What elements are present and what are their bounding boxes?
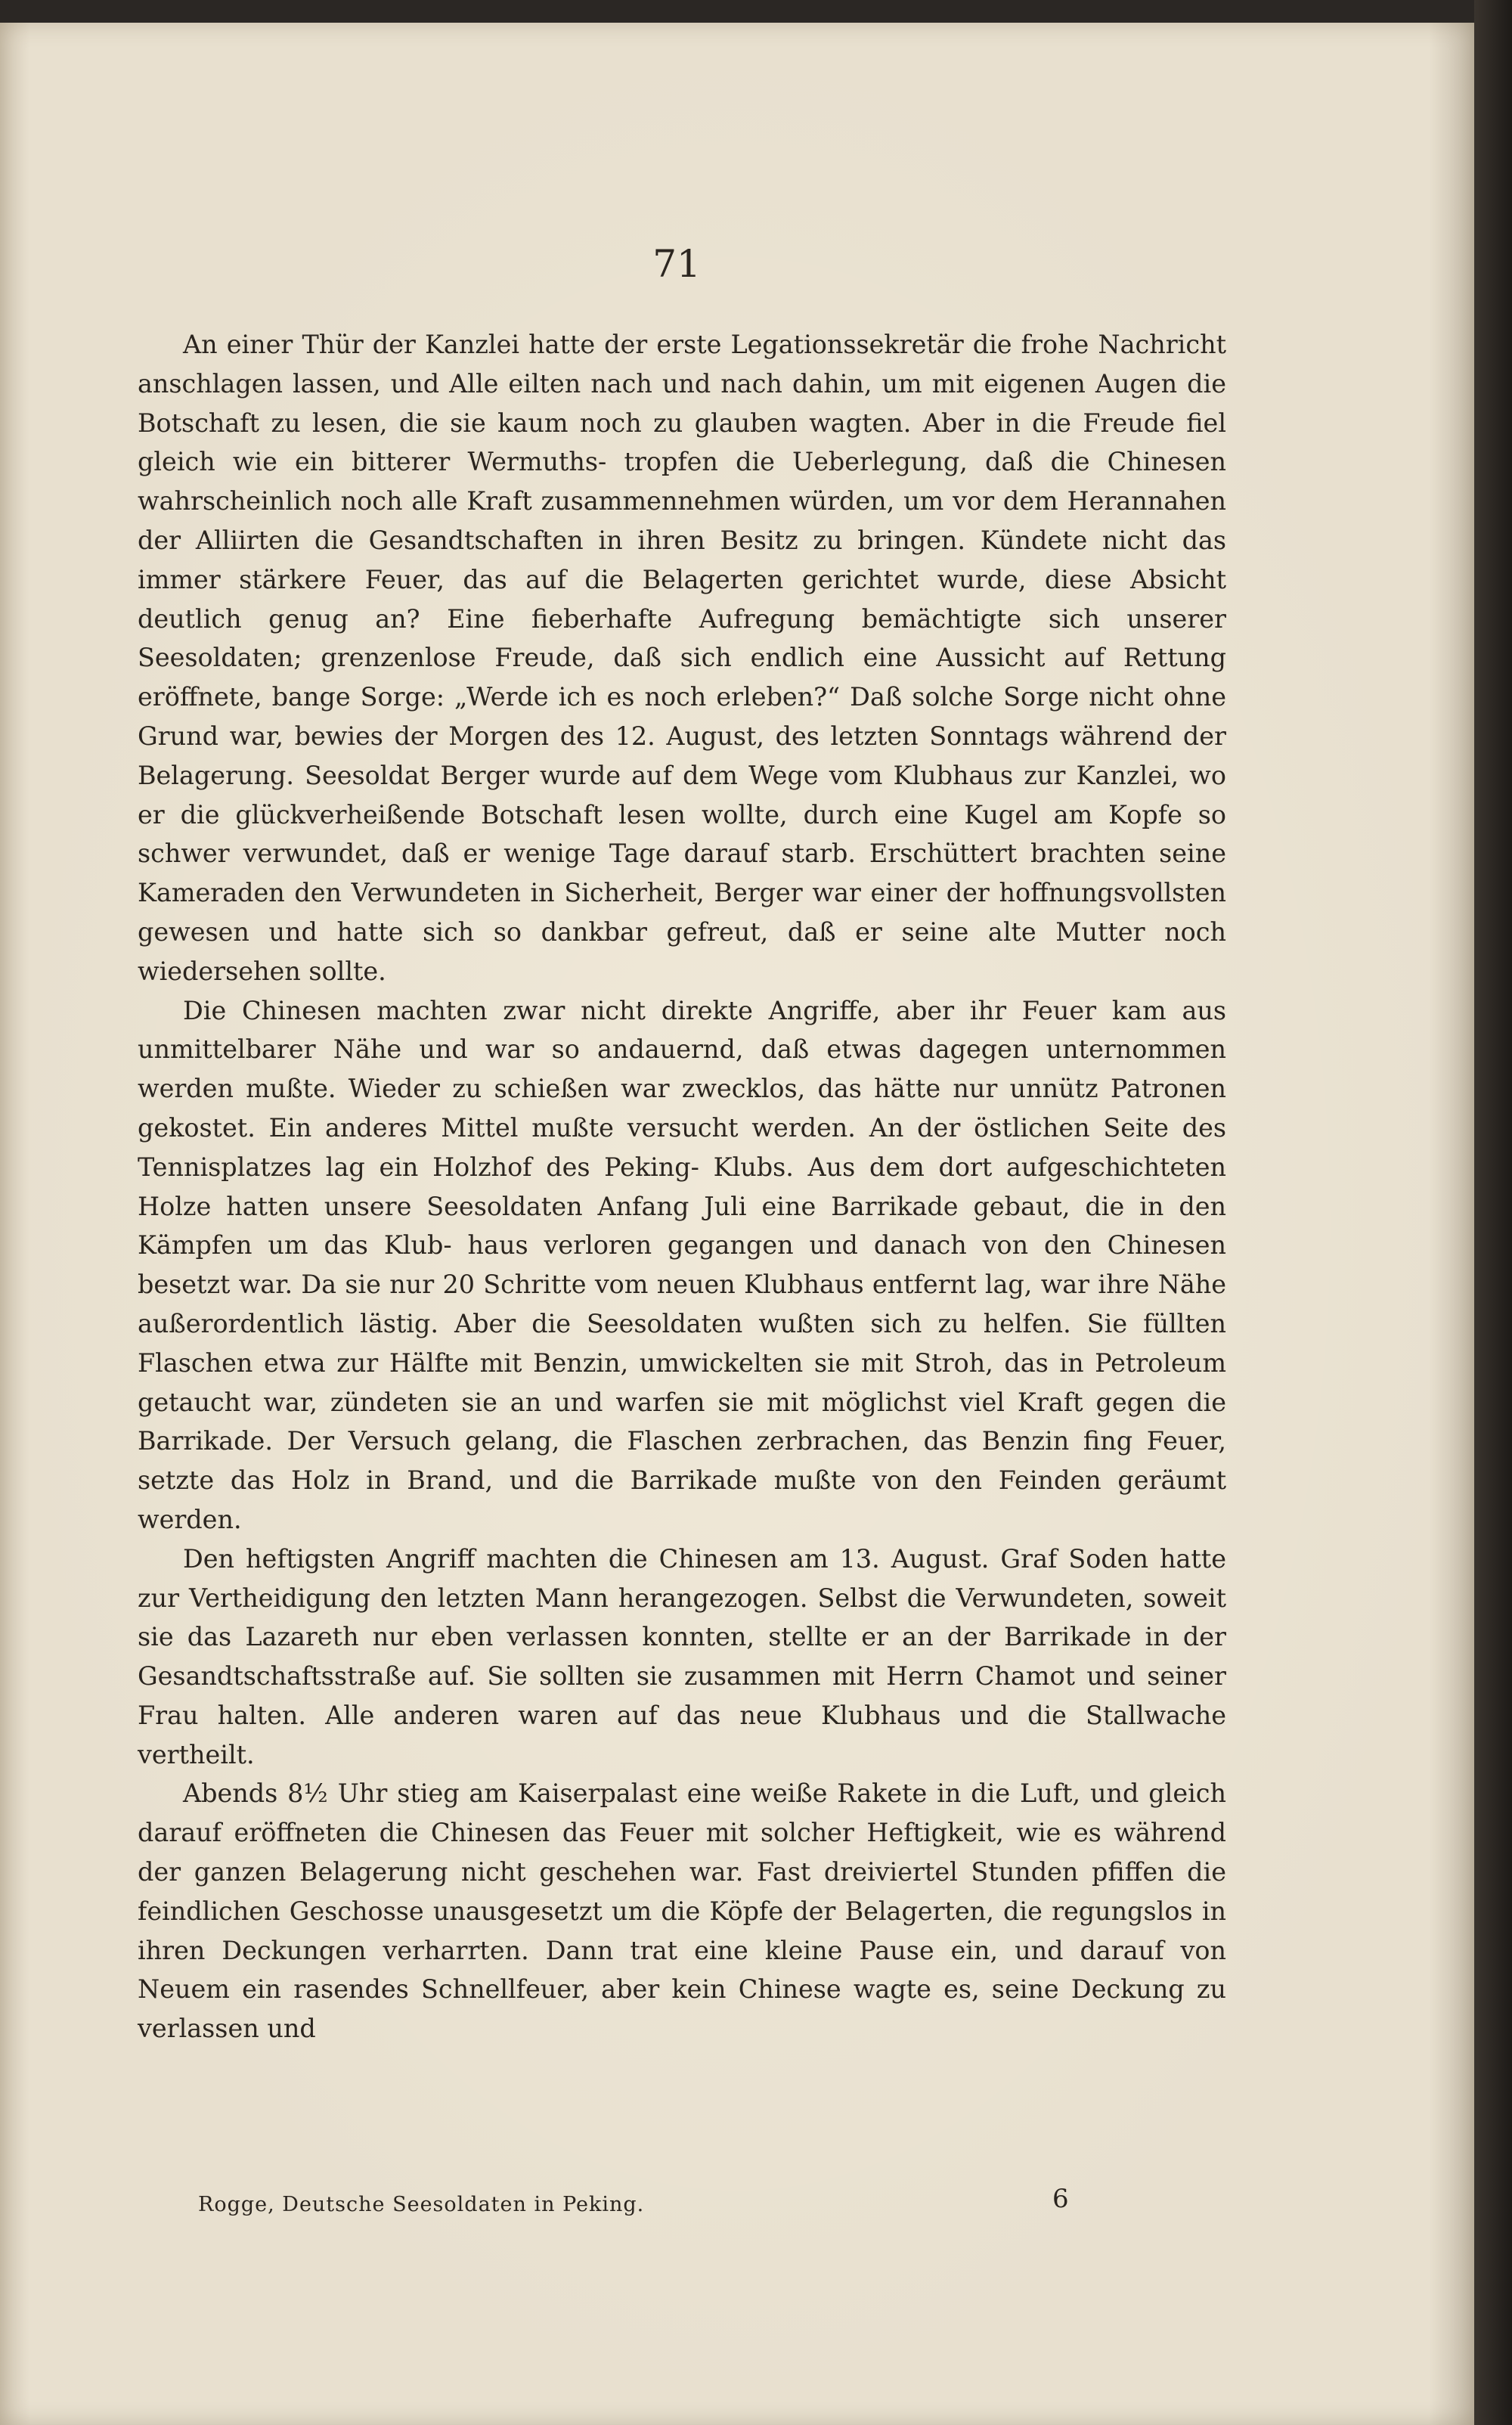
paragraph-3: Den heftigsten Angriff machten die Chinesen am 13. August. Graf Soden hatte zur Vertheidigung den letzten Mann herangezogen. Selbst die Verwundeten, soweit sie das Lazareth nur eben verlassen konnten, stellte er an der Barrikade in der Gesandtschaftsstraße auf. Sie sollten sie zusammen mit Herrn Chamot und seiner Frau halten. Alle anderen waren auf das neue Klubhaus und die Stallwache vertheilt.: [138, 1543, 1226, 1769]
body-text: [138, 325, 1226, 2048]
book-page: [0, 23, 1474, 2425]
paragraph-4: Abends 8½ Uhr stieg am Kaiserpalast eine weiße Rakete in die Luft, und gleich darauf eröffneten die Chinesen das Feuer mit solcher Heftigkeit, wie es während der ganzen Belagerung nicht geschehen war. Fast dreiviertel Stunden pfiffen die feindlichen Geschosse unausgesetzt um die Köpfe der Belagerten, die regungslos in ihren Deckungen verharrten. Dann trat eine kleine Pause ein, und darauf von Neuem ein rasendes Schnellfeuer, aber kein Chinese wagte es, seine Deckung zu verlassen und: [138, 1778, 1226, 2044]
paragraph-2: Die Chinesen machten zwar nicht direkte Angriffe, aber ihr Feuer kam aus unmittelbarer Nähe und war so andauernd, daß etwas dagegen unternommen werden mußte. Wieder zu schießen war zwecklos, das hätte nur unnütz Patronen gekostet. Ein anderes Mittel mußte versucht werden. An der östlichen Seite des Tennisplatzes lag ein Holzhof des Peking- Klubs. Aus dem dort aufgeschichteten Holze hatten unsere Seesoldaten Anfang Juli eine Barrikade gebaut, die in den Kämpfen um das Klub- haus verloren gegangen und danach von den Chinesen besetzt war. Da sie nur 20 Schritte vom neuen Klubhaus entfernt lag, war ihre Nähe außerordentlich lästig. Aber die Seesoldaten wußten sich zu helfen. Sie füllten Flaschen etwa zur Hälfte mit Benzin, umwickelten sie mit Stroh, das in Petroleum getaucht war, zündeten sie an und warfen sie mit möglichst viel Kraft gegen die Barrikade. Der Versuch gelang, die Flaschen zerbrachen, das Benzin fing Feuer, setzte das Holz in Brand, und die Barrikade mußte von den Feinden geräumt werden.: [138, 995, 1226, 1534]
book-spine-edge: [1474, 0, 1512, 2425]
signature-mark: 6: [1052, 2184, 1069, 2214]
paragraph-1: An einer Thür der Kanzlei hatte der erste Legationssekretär die frohe Nachricht anschlagen lassen, und Alle eilten nach und nach dahin, um mit eigenen Augen die Botschaft zu lesen, die sie kaum noch zu glauben wagten. Aber in die Freude fiel gleich wie ein bitterer Wermuths- tropfen die Ueberlegung, daß die Chinesen wahrscheinlich noch alle Kraft zusammennehmen würden, um vor dem Herannahen der Alliirten die Gesandtschaften in ihren Besitz zu bringen. Kündete nicht das immer stärkere Feuer, das auf die Belagerten gerichtet wurde, diese Absicht deutlich genug an? Eine fieberhafte Aufregung bemächtigte sich unserer Seesoldaten; grenzenlose Freude, daß sich endlich eine Aussicht auf Rettung eröffnete, bange Sorge: „Werde ich es noch erleben?“ Daß solche Sorge nicht ohne Grund war, bewies der Morgen des 12. August, des letzten Sonntags während der Belagerung. Seesoldat Berger wurde auf dem Wege vom Klubhaus zur Kanzlei, wo er die glückverheißende Botschaft lesen wollte, durch eine Kugel am Kopfe so schwer verwundet, daß er wenige Tage darauf starb. Erschüttert brachten seine Kameraden den Verwundeten in Sicherheit, Berger war einer der hoffnungsvollsten gewesen und hatte sich so dankbar gefreut, daß er seine alte Mutter noch wiedersehen sollte.: [138, 330, 1226, 986]
page-number: 71: [652, 242, 701, 286]
footer-citation: Rogge, Deutsche Seesoldaten in Peking.: [198, 2193, 645, 2216]
